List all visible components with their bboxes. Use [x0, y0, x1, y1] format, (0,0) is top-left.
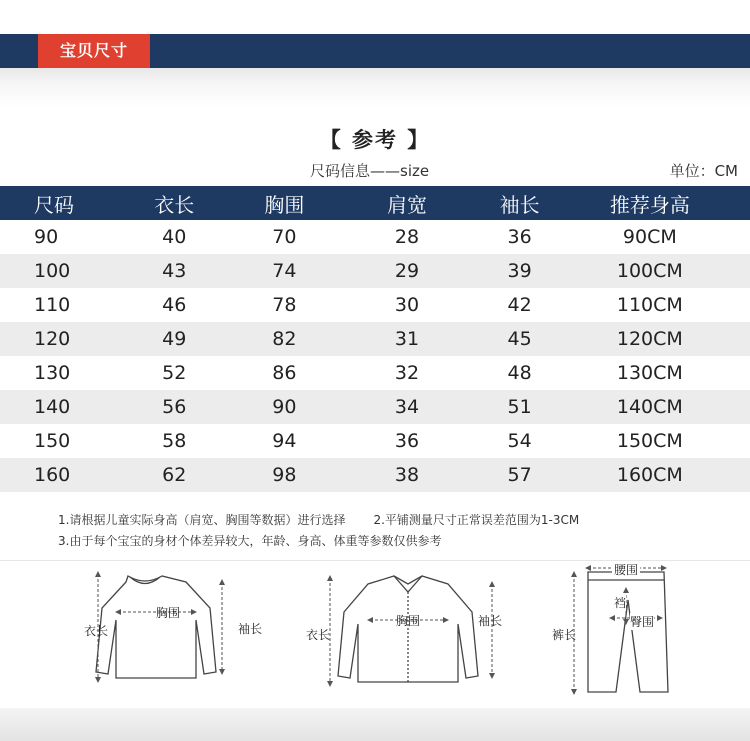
shirt1-sleeve-label: 袖长: [238, 622, 263, 636]
notes-line-1: [58, 510, 579, 531]
cell-height: 150CM: [616, 430, 683, 452]
shirt1-chest-label: 胸围: [156, 606, 181, 620]
size-subtitle: 尺码信息——size: [310, 162, 430, 180]
table-row: [0, 322, 750, 356]
top-margin: [0, 0, 750, 34]
shirt2-chest-label: 胸围: [396, 614, 421, 628]
cell-length: 43: [104, 254, 244, 288]
cell-sleeve: 36: [507, 226, 532, 248]
cell-height: 90CM: [622, 226, 677, 248]
cell-size: 150: [34, 430, 71, 452]
cell-chest: 82: [244, 322, 324, 356]
cell-size: 120: [0, 322, 104, 356]
cell-shoulder: 30: [394, 294, 420, 316]
note-2: 2.平铺测量尺寸正常误差范围为1-3CM: [373, 513, 580, 527]
tshirt-diagram: [96, 576, 216, 678]
cell-size: 130: [34, 362, 71, 384]
bottom-shadow: [0, 708, 750, 741]
shirt2-length-label: 衣长: [306, 628, 331, 642]
cell-size: 140: [0, 390, 104, 424]
cell-sleeve: 51: [490, 390, 550, 424]
notes-line-2: [58, 531, 579, 552]
cell-sleeve: 48: [507, 362, 532, 384]
page-title: 【 参考 】: [319, 128, 431, 152]
dress-shirt-diagram: [338, 576, 478, 682]
header-chest: 胸围: [244, 186, 324, 220]
cell-length: 56: [104, 390, 244, 424]
cell-size: 100: [0, 254, 104, 288]
pants-diagram: [588, 572, 668, 692]
pants-rise-label: 裆: [614, 596, 627, 610]
pants-hip-label: 臀围: [630, 615, 655, 629]
cell-sleeve: 57: [490, 458, 550, 492]
cell-length: 40: [162, 226, 187, 248]
cell-shoulder: 31: [324, 322, 489, 356]
cell-chest: 70: [272, 226, 297, 248]
header-shadow: [0, 68, 750, 108]
cell-size: 110: [34, 294, 71, 316]
table-header-row: [0, 186, 750, 220]
header-shoulder: 肩宽: [324, 186, 489, 220]
table-row: [0, 220, 750, 254]
table-row: [0, 288, 750, 322]
cell-sleeve: 45: [490, 322, 550, 356]
cell-length: 46: [162, 294, 187, 316]
cell-sleeve: 39: [490, 254, 550, 288]
cell-length: 49: [104, 322, 244, 356]
cell-height: 160CM: [550, 458, 750, 492]
section-tag: 宝贝尺寸: [38, 34, 150, 68]
cell-chest: 94: [272, 430, 297, 452]
note-1: 1.请根据儿童实际身高（肩宽、胸围等数据）进行选择: [58, 513, 346, 527]
cell-shoulder: 34: [324, 390, 489, 424]
cell-chest: 86: [272, 362, 297, 384]
header-sleeve: 袖长: [490, 186, 550, 220]
unit-label: 单位：CM: [669, 162, 738, 180]
cell-chest: 78: [272, 294, 297, 316]
cell-height: 100CM: [550, 254, 750, 288]
size-table: [0, 186, 750, 492]
cell-height: 140CM: [550, 390, 750, 424]
cell-length: 52: [162, 362, 187, 384]
cell-length: 58: [162, 430, 187, 452]
note-3: 3.由于每个宝宝的身材个体差异较大，年龄、身高、体重等参数仅供参考: [58, 534, 442, 548]
pants-length-label: 裤长: [552, 628, 577, 642]
header-size: 尺码: [0, 186, 104, 220]
table-row: [0, 458, 750, 492]
table-row: [0, 424, 750, 458]
cell-shoulder: 28: [394, 226, 420, 248]
table-row: [0, 390, 750, 424]
cell-chest: 74: [244, 254, 324, 288]
cell-shoulder: 38: [324, 458, 489, 492]
header-length: 衣长: [104, 186, 244, 220]
shirt1-length-label: 衣长: [84, 624, 109, 638]
cell-height: 110CM: [616, 294, 683, 316]
measurement-diagrams: [0, 560, 750, 700]
cell-chest: 98: [244, 458, 324, 492]
cell-shoulder: 29: [324, 254, 489, 288]
size-notes: [58, 510, 579, 552]
pants-waist-label: 腰围: [614, 563, 639, 577]
cell-shoulder: 32: [394, 362, 420, 384]
cell-height: 130CM: [616, 362, 683, 384]
cell-chest: 90: [244, 390, 324, 424]
header-height: 推荐身高: [550, 186, 750, 220]
cell-size: 90: [34, 226, 59, 248]
table-row: [0, 254, 750, 288]
cell-length: 62: [104, 458, 244, 492]
cell-sleeve: 54: [507, 430, 532, 452]
cell-shoulder: 36: [394, 430, 420, 452]
cell-sleeve: 42: [507, 294, 532, 316]
cell-size: 160: [0, 458, 104, 492]
cell-height: 120CM: [550, 322, 750, 356]
table-row: [0, 356, 750, 390]
shirt2-sleeve-label: 袖长: [478, 614, 503, 628]
